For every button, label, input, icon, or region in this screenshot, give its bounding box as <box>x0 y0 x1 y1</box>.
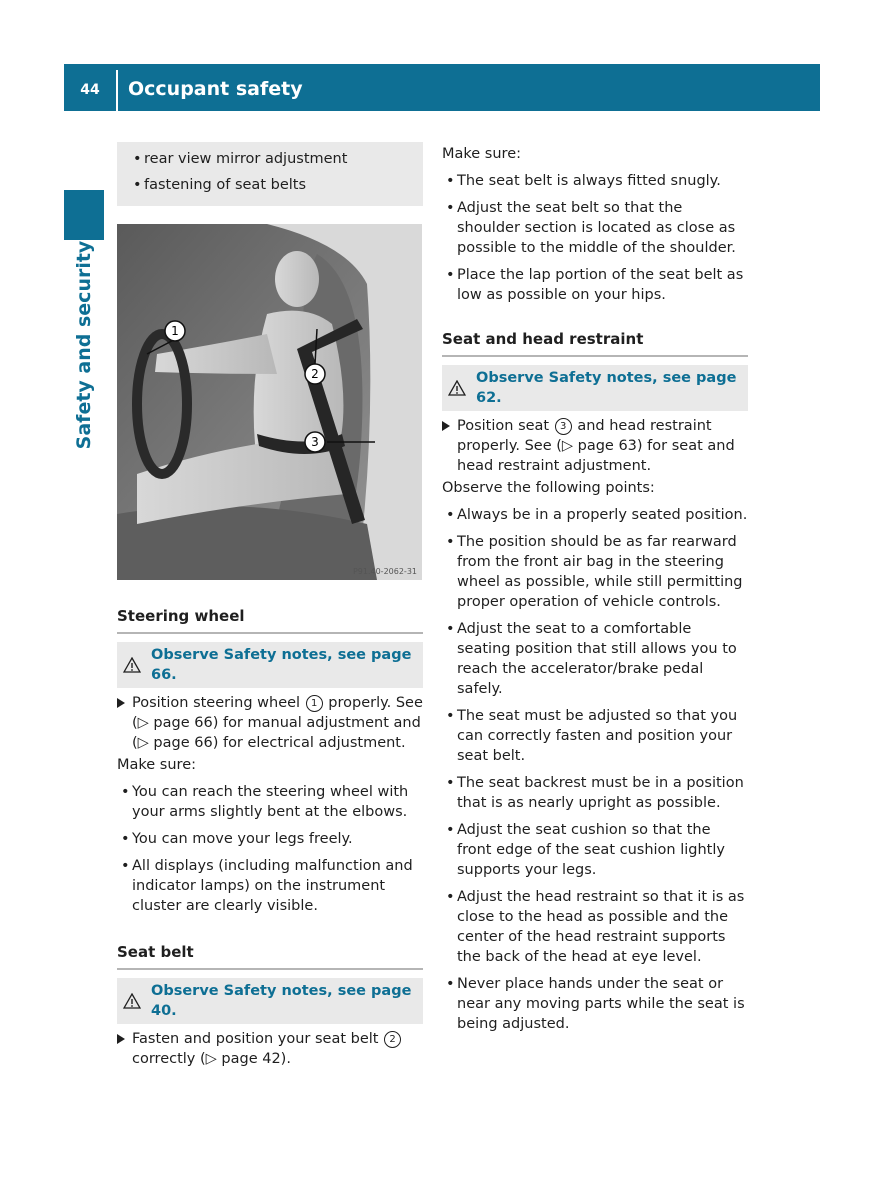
warning-box <box>442 365 748 411</box>
action-step: Position seat 3 and head restraint properly. See (▷ page 63) for seat and head restraint adjustment. <box>442 416 748 476</box>
warning-icon <box>123 657 141 673</box>
left-column <box>117 142 423 1069</box>
page-header <box>64 64 820 111</box>
figure-code: P91.40-2062-31 <box>352 567 417 576</box>
section-tab <box>64 190 104 240</box>
head <box>275 251 319 307</box>
callout-2 <box>305 364 325 384</box>
observe-label: Observe the following points: <box>442 480 655 496</box>
steering-section <box>117 606 423 916</box>
section-heading: Seat and head restraint <box>442 329 748 357</box>
info-box <box>117 142 423 206</box>
svg-text:2: 2 <box>311 367 319 381</box>
list-item: • You can reach the steering wheel with your arms slightly bent at the elbows. <box>121 784 409 820</box>
illustration-svg <box>117 224 422 580</box>
list-item: • rear view mirror adjustment <box>133 151 348 167</box>
section-label: Safety and security <box>73 240 95 450</box>
action-step: Position steering wheel 1 properly. See (▷ page 66) for manual adjustment and (▷ page 66) for electrical adjustment. <box>117 693 423 753</box>
warning-text: Observe Safety notes, see page 62. <box>476 370 737 406</box>
list-item: • Never place hands under the seat or near any moving parts while the seat is being adjusted. <box>446 976 745 1032</box>
list-item: • Adjust the head restraint so that it is as close to the head as possible and the center of the head restraint supports the back of the head at eye level. <box>446 889 745 965</box>
list-item: • Adjust the seat belt so that the shoulder section is located as close as possible to the middle of the shoulder. <box>446 200 736 256</box>
page-title: Occupant safety <box>128 77 303 100</box>
list-item: • Always be in a properly seated position. <box>446 507 748 523</box>
action-step: Fasten and position your seat belt 2 correctly (▷ page 42). <box>117 1029 423 1069</box>
list-item: • You can move your legs freely. <box>121 831 353 847</box>
list-item: • fastening of seat belts <box>133 177 307 193</box>
list-item: • Place the lap portion of the seat belt as low as possible on your hips. <box>446 267 744 303</box>
callout-1 <box>165 321 185 341</box>
list-item: • The seat must be adjusted so that you can correctly fasten and position your seat belt. <box>446 708 738 764</box>
list-item: • The position should be as far rearward from the front air bag in the steering wheel as possible, while still permitting proper operation of vehicle controls. <box>446 534 743 610</box>
list-item: • The seat belt is always fitted snugly. <box>446 173 721 189</box>
warning-icon <box>448 380 466 396</box>
list-item: • Adjust the seat to a comfortable seating position that still allows you to reach the accelerator/brake pedal safely. <box>446 621 737 697</box>
make-sure-label: Make sure: <box>117 757 196 773</box>
warning-text: Observe Safety notes, see page 40. <box>151 983 412 1019</box>
warning-box <box>117 978 423 1024</box>
svg-text:1: 1 <box>171 324 179 338</box>
seat-section <box>442 329 748 1034</box>
section-heading: Seat belt <box>117 942 423 970</box>
list-item: • The seat backrest must be in a position that is as nearly upright as possible. <box>446 775 744 811</box>
warning-icon <box>123 993 141 1009</box>
list-item: • All displays (including malfunction and indicator lamps) on the instrument cluster are clearly visible. <box>121 858 413 914</box>
seatbelt-section <box>117 942 423 1069</box>
header-divider <box>116 70 118 111</box>
right-column <box>442 142 748 1034</box>
seat-belt-illustration <box>117 224 422 580</box>
section-label-wrap <box>64 240 104 450</box>
warning-text: Observe Safety notes, see page 66. <box>151 647 412 683</box>
page-number: 44 <box>80 81 100 98</box>
svg-text:3: 3 <box>311 435 319 449</box>
list-item: • Adjust the seat cushion so that the front edge of the seat cushion lightly supports your legs. <box>446 822 725 878</box>
callout-3 <box>305 432 325 452</box>
warning-box <box>117 642 423 688</box>
make-sure-label: Make sure: <box>442 146 521 162</box>
section-heading: Steering wheel <box>117 606 423 634</box>
